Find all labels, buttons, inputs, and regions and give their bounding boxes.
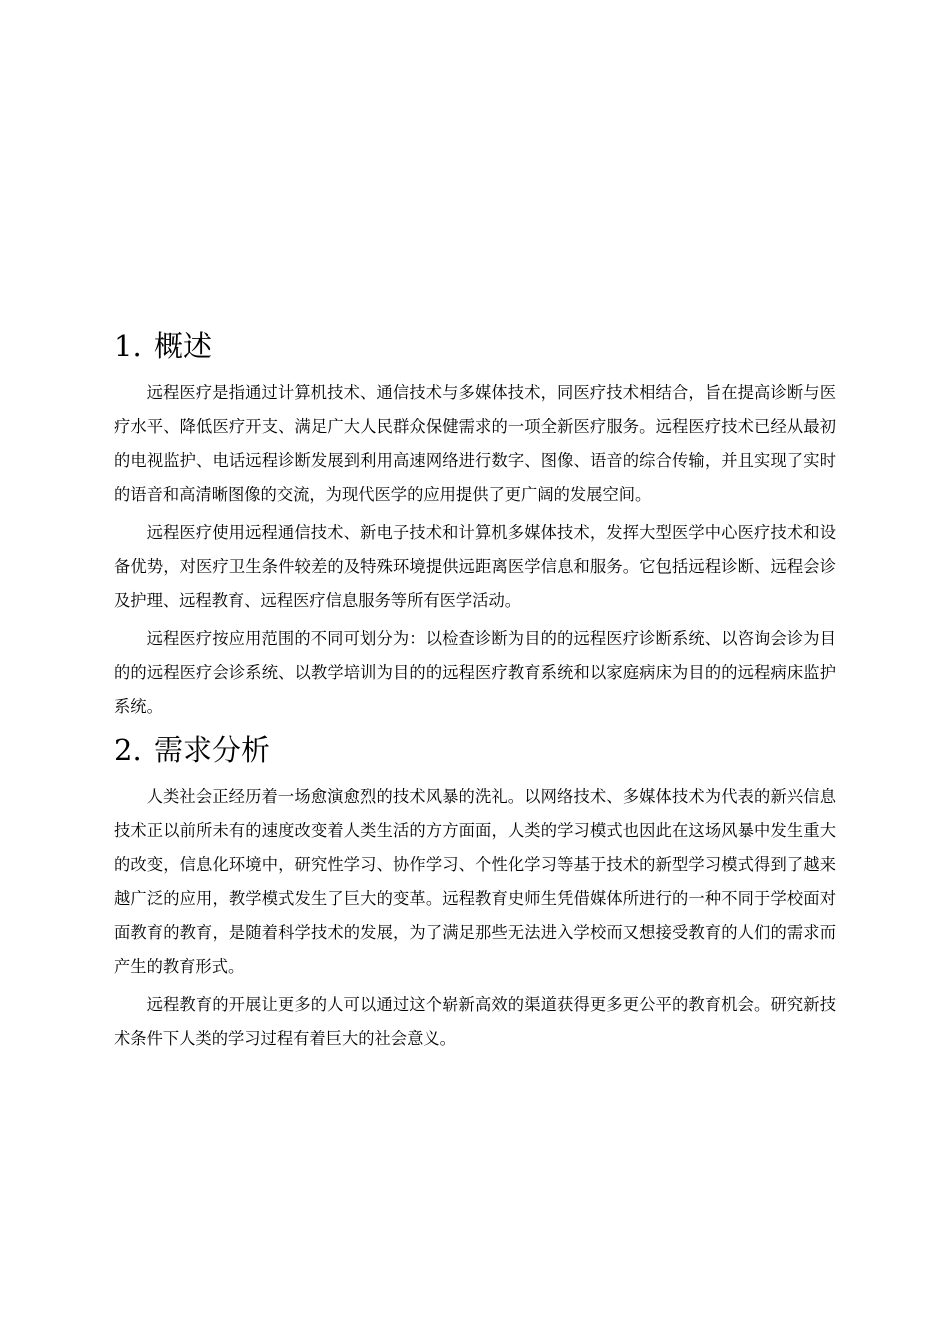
- section-number: 1.: [114, 329, 142, 363]
- section-title: 概述: [154, 329, 213, 363]
- paragraph: 远程教育的开展让更多的人可以通过这个崭新高效的渠道获得更多更公平的教育机会。研究新技术条件下人类的学习过程有着巨大的社会意义。: [114, 995, 836, 1048]
- section-requirements-analysis: [114, 728, 836, 1056]
- section-heading: [114, 324, 836, 368]
- document-body: [114, 324, 836, 1060]
- paragraph: 远程医疗按应用范围的不同可划分为：以检查诊断为目的的远程医疗诊断系统、以咨询会诊为目的的远程医疗会诊系统、以教学培训为目的的远程医疗教育系统和以家庭病床为目的的远程病床监护系统。: [114, 629, 836, 716]
- section-heading: [114, 728, 836, 772]
- paragraph: 远程医疗是指通过计算机技术、通信技术与多媒体技术，同医疗技术相结合，旨在提高诊断与医疗水平、降低医疗开支、满足广大人民群众保健需求的一项全新医疗服务。远程医疗技术已经从最初的电视监护、电话远程诊断发展到利用高速网络进行数字、图像、语音的综合传输，并且实现了实时的语音和高清晰图像的交流，为现代医学的应用提供了更广阔的发展空间。: [114, 383, 836, 504]
- section-overview: [114, 324, 836, 724]
- section-title: 需求分析: [154, 733, 271, 767]
- paragraph: 远程医疗使用远程通信技术、新电子技术和计算机多媒体技术，发挥大型医学中心医疗技术和设备优势，对医疗卫生条件较差的及特殊环境提供远距离医学信息和服务。它包括远程诊断、远程会诊及护理、远程教育、远程医疗信息服务等所有医学活动。: [114, 523, 836, 610]
- paragraph: 人类社会正经历着一场愈演愈烈的技术风暴的洗礼。以网络技术、多媒体技术为代表的新兴信息技术正以前所未有的速度改变着人类生活的方方面面，人类的学习模式也因此在这场风暴中发生重大的改变，信息化环境中，研究性学习、协作学习、个性化学习等基于技术的新型学习模式得到了越来越广泛的应用，教学模式发生了巨大的变革。远程教育史师生凭借媒体所进行的一种不同于学校面对面教育的教育，是随着科学技术的发展，为了满足那些无法进入学校而又想接受教育的人们的需求而产生的教育形式。: [114, 787, 836, 976]
- section-number: 2.: [114, 733, 142, 767]
